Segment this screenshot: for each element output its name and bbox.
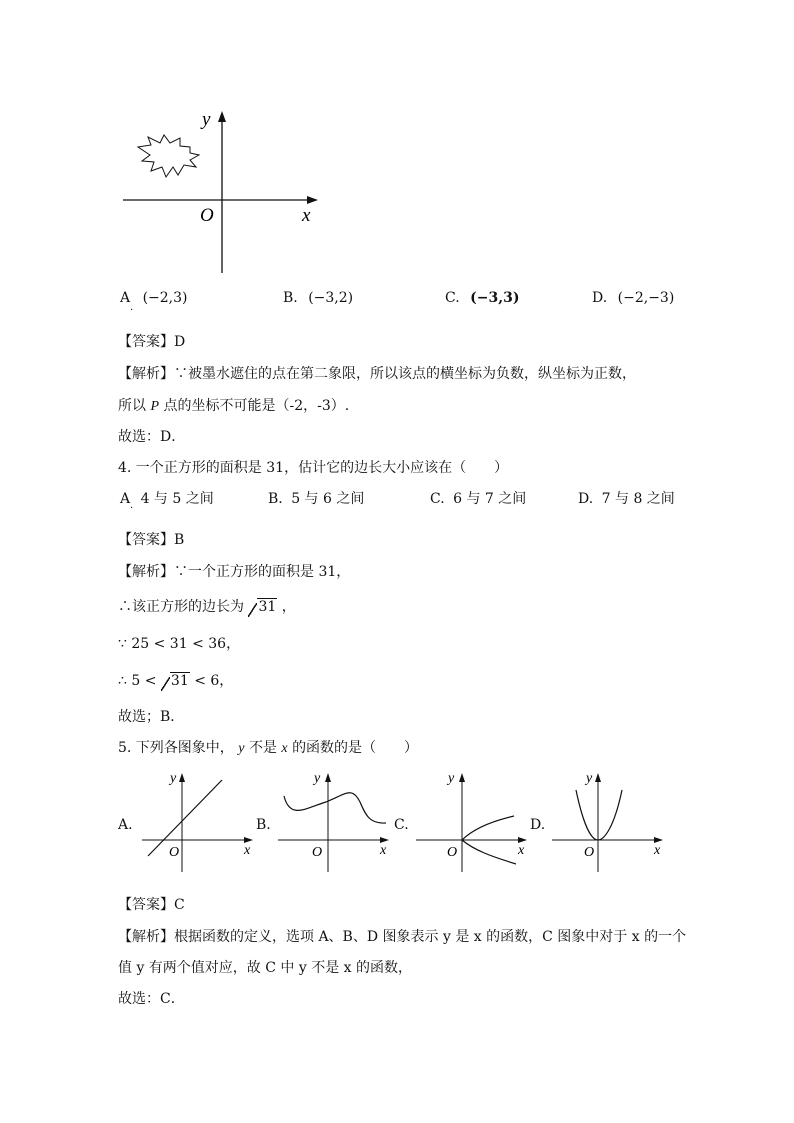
- q4-question: 4. 一个正方形的面积是 31，估计它的边长大小应该在（ ）: [118, 460, 509, 476]
- q5-question-x: x: [281, 741, 288, 756]
- q3-option-d-value: (−2,−3): [617, 290, 675, 306]
- graph-b-y-label: y: [314, 771, 321, 786]
- graph-b-curve: [284, 793, 386, 823]
- q5-graph-b-option: B.: [256, 817, 271, 833]
- q5-graph-b: [276, 768, 396, 876]
- q4-analysis-line4: [118, 670, 233, 690]
- q4-option-b: [268, 488, 364, 508]
- q5-graph-d-option: D.: [530, 817, 546, 833]
- q3-option-d-letter: D.: [592, 290, 608, 306]
- q3-coordinate-figure: [118, 105, 328, 280]
- q5-analysis-line1: 【解析】根据函数的定义，选项 A、B、D 图象表示 y 是 x 的函数，C 图象中对于 x 的一个: [118, 929, 687, 945]
- q4-option-a-label: A: [120, 491, 131, 507]
- q4-analysis-line2: [118, 596, 296, 616]
- q4-option-c-text: 6 与 7 之间: [453, 491, 527, 507]
- q5-question-prefix: 5. 下列各图象中，: [118, 740, 234, 756]
- q4-option-d-label: D.: [578, 491, 594, 507]
- q3-analysis-line2-prefix: 所以: [118, 398, 146, 414]
- q3-option-b-value: (−3,2): [308, 290, 354, 306]
- q4-answer: 【答案】B: [118, 532, 185, 548]
- q3-analysis-line1: 【解析】∵被墨水遮住的点在第二象限，所以该点的横坐标为负数，纵坐标为正数，: [118, 366, 636, 382]
- q4-line2-suffix: ，: [281, 599, 296, 615]
- graph-d-x-label: x: [654, 843, 661, 858]
- q4-option-b-text: 5 与 6 之间: [291, 491, 365, 507]
- q3-answer: 【答案】D: [118, 334, 186, 350]
- sqrt-symbol: [248, 599, 277, 615]
- q4-analysis-line3: ∵ 25 < 31 < 36，: [118, 636, 241, 652]
- q3-analysis-line2: [118, 395, 349, 415]
- q5-graph-d: [550, 768, 670, 876]
- q5-question-mid: 不是: [248, 740, 277, 756]
- q3-x-axis-arrow: [307, 196, 318, 204]
- graph-a-y-label: y: [170, 771, 177, 786]
- q3-option-a-value: (−2,3): [142, 290, 188, 306]
- graph-c-y-arrow: [459, 773, 465, 782]
- graph-b-x-label: x: [380, 843, 387, 858]
- q3-analysis-line2-suffix: 点的坐标不可能是（-2，-3）.: [163, 398, 350, 414]
- graph-c-origin-label: O: [447, 845, 458, 860]
- q4-conclusion: 故选；B．: [118, 709, 185, 725]
- graph-c-upper-branch: [462, 816, 514, 840]
- q3-analysis-line2-var: P: [150, 399, 160, 414]
- q4-analysis-line1: 【解析】∵一个正方形的面积是 31，: [118, 564, 351, 580]
- q4-option-c-label: C.: [430, 491, 445, 507]
- q5-graph-c-option: C.: [394, 817, 409, 833]
- graph-d-y-label: y: [586, 771, 593, 786]
- q3-conclusion: 故选：D．: [118, 429, 186, 445]
- graph-a-line: [148, 780, 222, 856]
- q4-option-d: [578, 488, 675, 508]
- q3-option-c-value: (−3,3): [470, 290, 520, 306]
- q4-option-a-dot: ·: [130, 503, 134, 514]
- q4-option-c: [430, 488, 526, 508]
- graph-c-x-label: x: [518, 843, 525, 858]
- graph-c-y-label: y: [448, 771, 455, 786]
- sqrt-symbol: [161, 673, 190, 689]
- graph-a-y-arrow: [179, 773, 185, 782]
- q3-origin-label: O: [200, 205, 214, 226]
- q3-option-a: [120, 290, 188, 306]
- q4-option-a-text: 4 与 5 之间: [140, 491, 214, 507]
- q4-option-d-text: 7 与 8 之间: [601, 491, 675, 507]
- q5-answer: 【答案】C: [118, 897, 185, 913]
- ink-blot-splat: [138, 135, 199, 177]
- q3-option-a-dot: ·: [130, 305, 134, 316]
- q5-conclusion: 故选：C．: [118, 991, 185, 1007]
- q3-y-axis-arrow: [218, 111, 226, 122]
- q5-question: [118, 737, 418, 757]
- q4-line4-prefix: ∴ 5 <: [118, 673, 157, 689]
- q3-option-c-letter: C.: [445, 290, 460, 306]
- q4-option-a: [120, 488, 214, 508]
- q3-option-b-letter: B.: [283, 290, 298, 306]
- q3-x-label: x: [302, 205, 311, 226]
- graph-d-origin-label: O: [584, 845, 595, 860]
- graph-d-y-arrow: [595, 773, 601, 782]
- graph-b-origin-label: O: [312, 845, 323, 860]
- q5-graph-a-option: A.: [118, 817, 133, 833]
- graph-d-parabola: [576, 790, 622, 840]
- q3-y-label: y: [202, 109, 211, 130]
- graph-c-lower-branch: [462, 840, 516, 864]
- q5-graph-a: [140, 768, 260, 876]
- graph-b-y-arrow: [325, 773, 331, 782]
- graph-a-x-label: x: [244, 843, 251, 858]
- q4-line4-radicand: 31: [170, 673, 189, 689]
- q5-analysis-line2: 值 y 有两个值对应，故 C 中 y 不是 x 的函数，: [118, 960, 413, 976]
- q5-graph-c: [414, 768, 534, 876]
- q3-option-d: [592, 290, 674, 306]
- q4-line4-suffix: < 6，: [194, 673, 234, 689]
- q4-line2-radicand: 31: [258, 599, 277, 615]
- q3-option-a-letter: A: [120, 290, 131, 306]
- q5-question-suffix: 的函数的是（ ）: [292, 740, 419, 756]
- q5-question-y: y: [238, 741, 245, 756]
- q3-option-b: [283, 290, 353, 306]
- graph-a-origin-label: O: [169, 845, 180, 860]
- q4-line2-prefix: ∴该正方形的边长为: [118, 599, 244, 615]
- q3-option-c: [445, 290, 519, 306]
- q4-option-b-label: B.: [268, 491, 283, 507]
